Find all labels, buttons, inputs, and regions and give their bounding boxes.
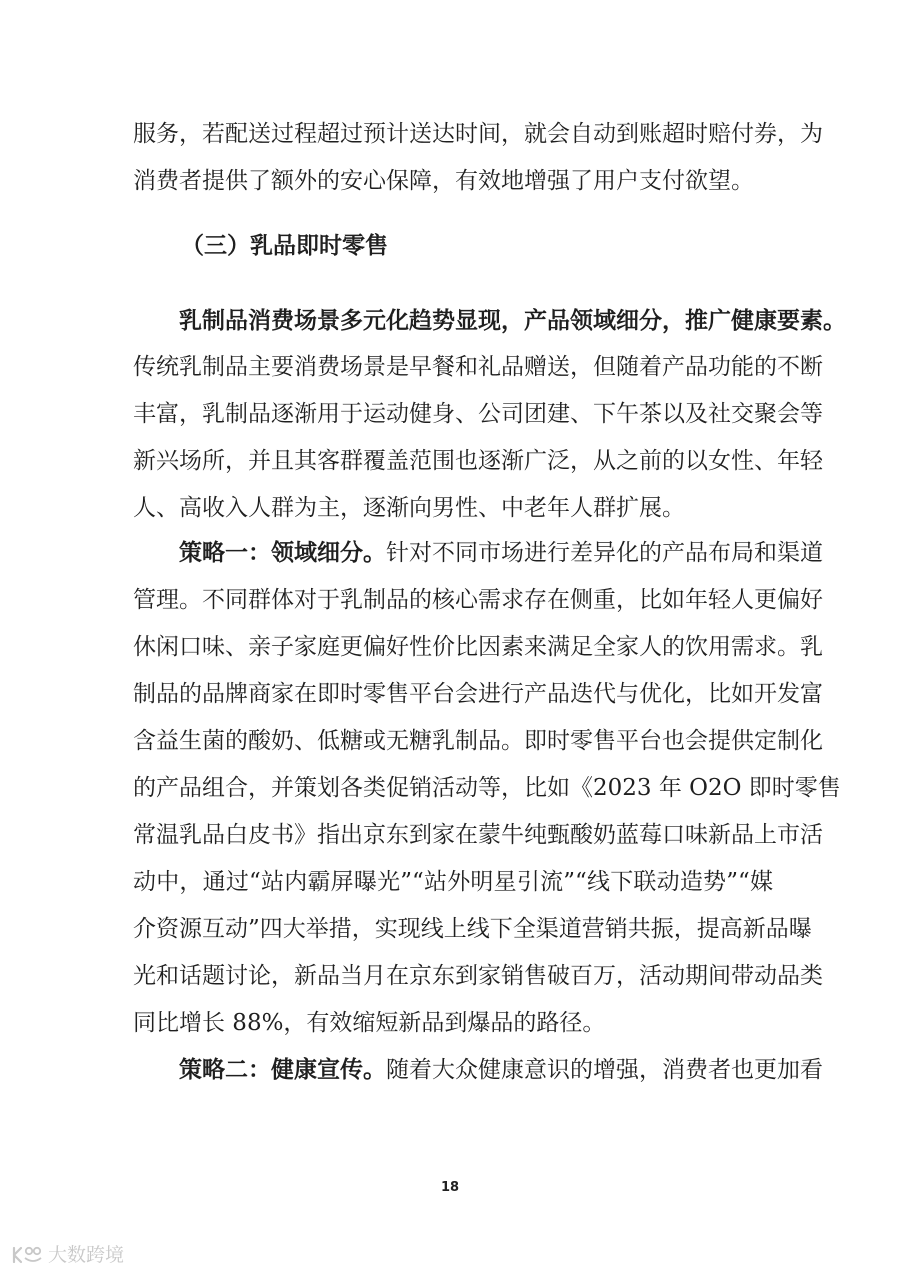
watermark-text: 大数跨境 — [48, 1244, 125, 1266]
strategy-two-lead: 策略二：健康宣传。 — [179, 1056, 386, 1083]
text-line: 丰富，乳制品逐渐用于运动健身、公司团建、下午茶以及社交聚会等 — [133, 401, 823, 427]
text-line: 管理。不同群体对于乳制品的核心需求存在侧重，比如年轻人更偏好 — [133, 587, 823, 613]
text-line: 介资源互动”四大举措，实现线上线下全渠道营销共振，提高新品曝 — [133, 916, 812, 942]
text-line: 动中，通过“站内霸屏曝光”“站外明星引流”“线下联动造势”“媒 — [133, 869, 773, 895]
strategy-one-lead: 策略一：领域细分。 — [179, 539, 386, 566]
paragraph-consumption-scenes — [133, 297, 846, 532]
text-line — [133, 1046, 823, 1094]
text-line: 传统乳制品主要消费场景是早餐和礼品赠送，但随着产品功能的不断 — [133, 354, 823, 380]
text-line: 消费者提供了额外的安心保障，有效地增强了用户支付欲望。 — [133, 168, 754, 194]
text-line: 制品的品牌商家在即时零售平台会进行产品迭代与优化，比如开发富 — [133, 681, 823, 707]
text-line: 人、高收入人群为主，逐渐向男性、中老年人群扩展。 — [133, 495, 685, 521]
strategy-two-text: 随着大众健康意识的增强，消费者也更加看 — [386, 1057, 823, 1083]
text-line: 常温乳品白皮书》指出京东到家在蒙牛纯甄酸奶蓝莓口味新品上市活 — [133, 822, 823, 848]
paragraph-strategy-one — [133, 529, 841, 1047]
text-line: 新兴场所，并且其客群覆盖范围也逐渐广泛，从之前的以女性、年轻 — [133, 448, 823, 474]
text-line: 服务，若配送过程超过预计送达时间，就会自动到账超时赔付券，为 — [133, 121, 823, 147]
paragraph-lead-bold: 乳制品消费场景多元化趋势显现，产品领域细分，推广健康要素。 — [179, 307, 846, 334]
text-line — [133, 529, 823, 577]
text-line: 同比增长 88%，有效缩短新品到爆品的路径。 — [133, 1010, 606, 1036]
strategy-one-text: 针对不同市场进行差异化的产品布局和渠道 — [386, 540, 823, 566]
text-line: 光和话题讨论，新品当月在京东到家销售破百万，活动期间带动品类 — [133, 963, 823, 989]
watermark — [10, 1240, 124, 1267]
paragraph-strategy-two — [133, 1046, 823, 1094]
text-line: 休闲口味、亲子家庭更偏好性价比因素来满足全家人的饮用需求。乳 — [133, 634, 823, 660]
section-heading: （三）乳品即时零售 — [181, 232, 388, 259]
text-line: 含益生菌的酸奶、低糖或无糖乳制品。即时零售平台也会提供定制化 — [133, 728, 823, 754]
watermark-logo-icon — [10, 1242, 44, 1266]
text-line: 的产品组合，并策划各类促销活动等，比如《2023 年 O2O 即时零售 — [133, 775, 841, 801]
page-number: 18 — [440, 1180, 460, 1195]
paragraph-continuation — [133, 111, 823, 205]
